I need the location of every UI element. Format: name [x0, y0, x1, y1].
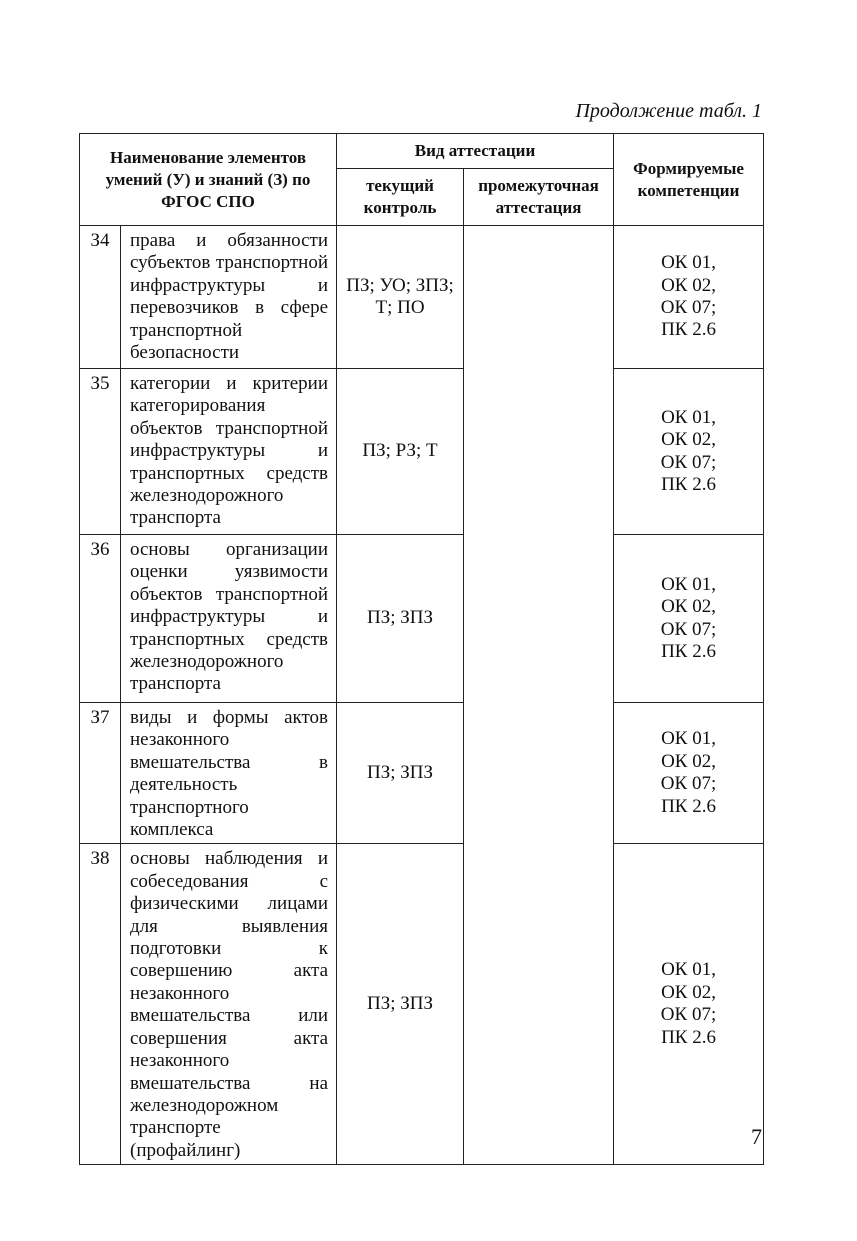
row-code: З4: [80, 226, 121, 369]
row-code: З8: [80, 844, 121, 1165]
row-current-control: ПЗ; ЗПЗ: [337, 703, 464, 844]
row-knowledge-text: виды и формы актов незаконного вмешательства в деятельность транспортного комплекса: [121, 703, 337, 844]
table-row: [80, 226, 764, 369]
header-intermediate-attestation: промежуточная аттестация: [464, 169, 614, 226]
row-competencies: ОК 01, ОК 02, ОК 07; ПК 2.6: [614, 703, 764, 844]
table-continuation-label: Продолжение табл. 1: [575, 100, 762, 122]
row-knowledge-text: категории и критерии категорирования объектов транспортной инфраструктуры и транспортных средств железнодорожного транспорта: [121, 369, 337, 535]
row-current-control: ПЗ; ЗПЗ: [337, 535, 464, 703]
row-current-control: ПЗ; УО; ЗПЗ; Т; ПО: [337, 226, 464, 369]
row-competencies: ОК 01, ОК 02, ОК 07; ПК 2.6: [614, 226, 764, 369]
intermediate-attestation-cell: [464, 226, 614, 1165]
row-competencies: ОК 01, ОК 02, ОК 07; ПК 2.6: [614, 369, 764, 535]
row-knowledge-text: права и обязанности субъектов транспортной инфраструктуры и перевозчиков в сфере транспортной безопасности: [121, 226, 337, 369]
table-row: [80, 535, 764, 703]
row-code: З5: [80, 369, 121, 535]
table-row: [80, 369, 764, 535]
row-competencies: ОК 01, ОК 02, ОК 07; ПК 2.6: [614, 535, 764, 703]
page-number: 7: [751, 1124, 762, 1149]
header-attestation-type: Вид аттестации: [337, 134, 614, 169]
table-row: [80, 703, 764, 844]
row-current-control: ПЗ; ЗПЗ: [337, 844, 464, 1165]
header-current-control: текущий контроль: [337, 169, 464, 226]
row-current-control: ПЗ; РЗ; Т: [337, 369, 464, 535]
header-element-names: Наименование элементов умений (У) и знаний (З) по ФГОС СПО: [80, 134, 337, 226]
row-competencies: ОК 01, ОК 02, ОК 07; ПК 2.6: [614, 844, 764, 1165]
row-knowledge-text: основы организации оценки уязвимости объектов транспортной инфраструктуры и транспортных средств железнодорожного транспорта: [121, 535, 337, 703]
row-code: З6: [80, 535, 121, 703]
attestation-table: [79, 133, 764, 1165]
row-code: З7: [80, 703, 121, 844]
table-row: [80, 844, 764, 1165]
row-knowledge-text: основы наблюдения и собеседования с физическими лицами для выявления подготовки к совершению акта незаконного вмешательства или совершения акта незаконного вмешательства на железнодорожном транспорте (профайлинг): [121, 844, 337, 1165]
header-competencies: Формируемые компетенции: [614, 134, 764, 226]
